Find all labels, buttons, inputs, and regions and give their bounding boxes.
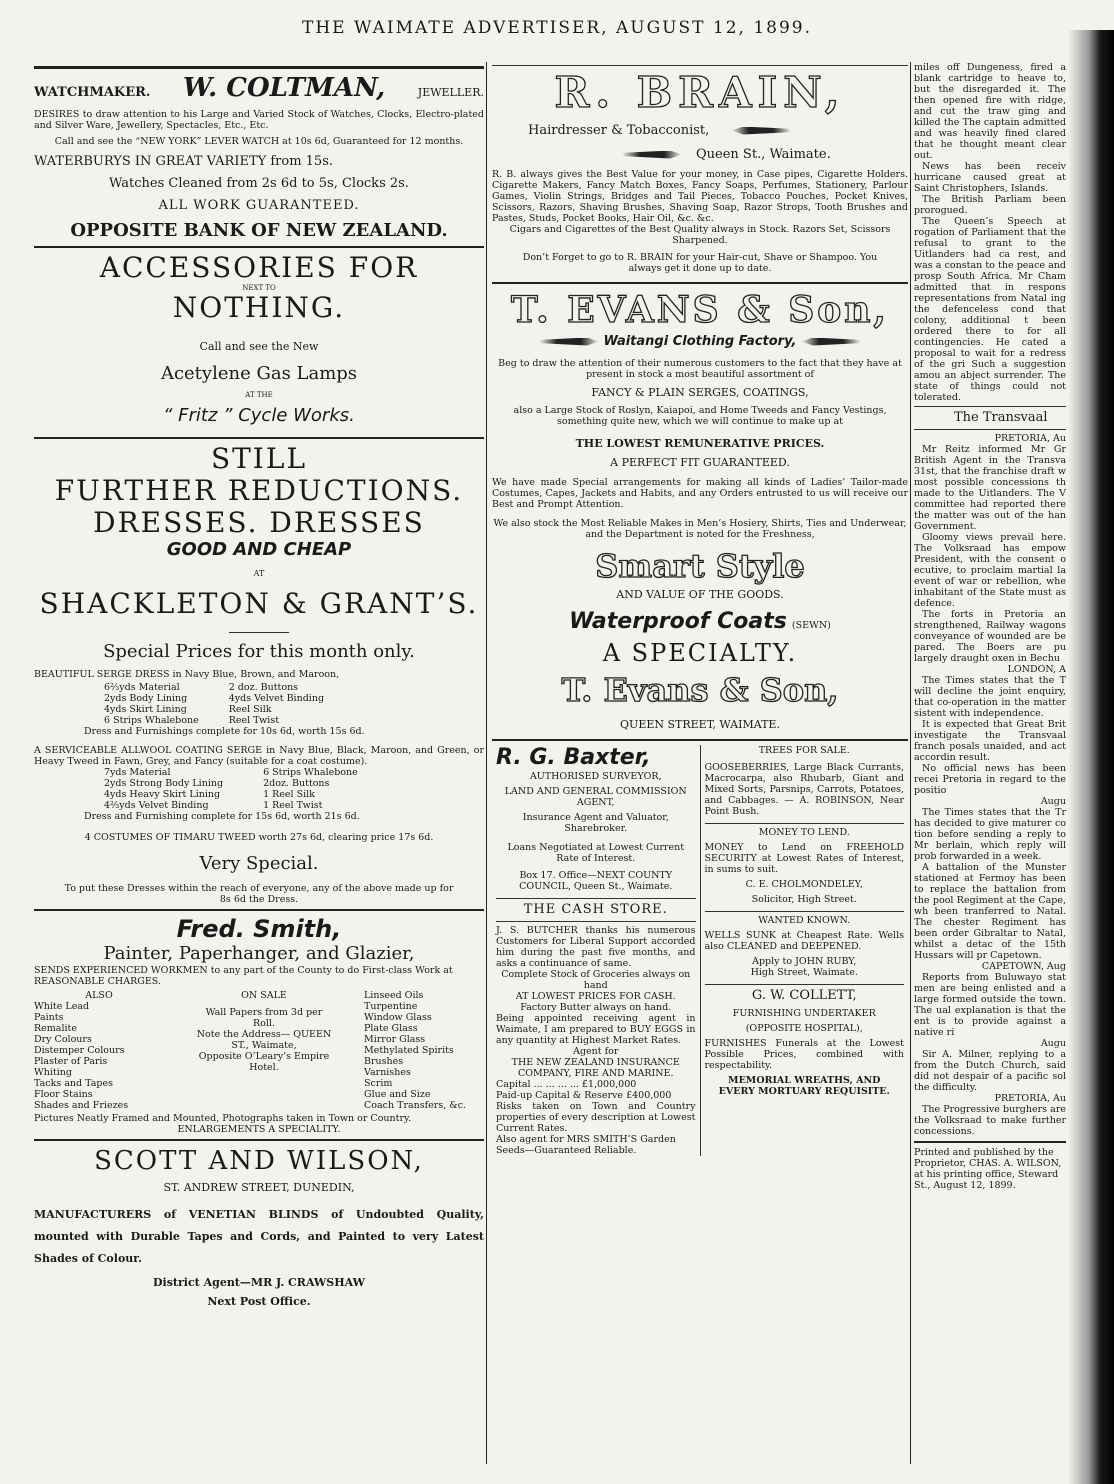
ad-brain — [492, 69, 908, 274]
ad-text: Watches Cleaned from 2s 6d to 5s, Clocks 2s. — [109, 176, 409, 191]
news-paragraph: The Times states that the T will decline the joint enquiry, that co-operation in the matter sistent with independence. — [914, 675, 1066, 719]
ad-text — [492, 609, 908, 634]
ad-text: Special Prices for this month only. — [103, 641, 415, 662]
item-list — [104, 767, 223, 811]
news-paragraph: miles off Dungeness, fired a blank cartridge to heave to, but the disregarded it. The then opened fire with ridge, and cut the traw ging and killed the The captain admitted and was heavily fined clared that he thought meant clear out. — [914, 62, 1066, 161]
ad-text: GOOD AND CHEAP — [166, 539, 352, 560]
ad-text: Sharebroker. — [564, 823, 628, 834]
ad-evans — [492, 288, 908, 731]
list-item: 1 Reel Silk — [263, 789, 315, 800]
ad-text: Agent for — [573, 1046, 619, 1057]
ad-text: MANUFACTURERS of VENETIAN BLINDS of Undoubted Quality, mounted with Durable Tapes and Cords, and Painted to very Latest Shades of Colour. — [34, 1208, 484, 1265]
list-item: Dry Colours — [34, 1034, 92, 1045]
ad-text: Factory Butter always on hand. — [520, 1002, 672, 1013]
news-dateline: Augu — [1040, 796, 1066, 807]
ad-sewn: (SEWN) — [791, 620, 831, 631]
ad-text: AT LOWEST PRICES FOR CASH. — [515, 991, 676, 1002]
ad-text: Paid-up Capital & Reserve £400,000 — [496, 1090, 672, 1101]
flourish-icon — [539, 338, 599, 346]
list-item: Plate Glass — [364, 1023, 418, 1034]
list-item: Whiting — [34, 1067, 72, 1078]
ad-text: Box 17. Office—NEXT COUNTY COUNCIL, Queen St., Waimate. — [519, 870, 673, 892]
ad-text: FANCY & PLAIN SERGES, COATINGS, — [591, 386, 809, 399]
ad-headline: ACCESSORIES FOR — [99, 251, 419, 284]
ad-shackleton — [34, 443, 484, 905]
list-item: 2yds Body Lining — [104, 693, 188, 704]
list-item: Tacks and Tapes — [34, 1078, 113, 1089]
list-item: 4yds Velvet Binding — [228, 693, 325, 704]
ad-headline: G. W. COLLETT, — [751, 988, 857, 1003]
ad-headline: NOTHING. — [172, 291, 346, 324]
list-item: 2 doz. Buttons — [228, 682, 299, 693]
ad-text — [492, 334, 908, 350]
ad-text: R. B. always gives the Best Value for your money, in Case pipes, Cigarette Holders. Cigarette Makers, Fancy Match Boxes, Fancy Soaps, Perfumes, Stationery, Parlour Games, Violin Strings, Bridges and Tail Pieces, Tobacco Pouches, Pocket Knives, Scissors, Razors, Shaving Brushes, Shaving Soap, Razor Strops, Tooth Brushes and Pastes, Studs, Pocket Books, Hair Oil, &c. &c. — [492, 169, 908, 224]
ad-collett — [705, 988, 905, 1097]
ad-baxter — [496, 745, 696, 892]
page-binding-shadow — [1068, 30, 1114, 1484]
list-item: Glue and Size — [364, 1089, 431, 1100]
flourish-icon — [801, 338, 861, 346]
ad-text: FURNISHES Funerals at the Lowest Possible Prices, combined with respectability. — [704, 1038, 904, 1071]
news-paragraph: The Queen’s Speech at rogation of Parliament that the refusal to grant to the Uitlanders had ca rest, and was a constan to the peace and prosp South Africa. Mr Cham admitted that in respons representations from Natal ing the defenceless cond that colony, additional t been ordered there to for all contingencies. He cated a proposal to wait for a redress of the gri Such a suggestion amou an abject surrender. The state of things could not tolerated. — [914, 216, 1066, 403]
ad-headline: SHACKLETON & GRANT’S. — [39, 587, 479, 620]
ad-headline: DRESSES. DRESSES — [93, 506, 425, 539]
ad-scott — [34, 1145, 484, 1308]
ad-text: MONEY to Lend on FREEHOLD SECURITY at Lowest Rates of Interest, in sums to suit. — [704, 842, 904, 875]
ad-text: We have made Special arrangements for making all kinds of Ladies’ Tailor-made Costumes, Capes, Jackets and Habits, and any Orders entrusted to us will receive our Best and Prompt Attention. — [492, 477, 908, 510]
ad-headline: SCOTT AND WILSON, — [94, 1146, 424, 1176]
ad-headline: TREES FOR SALE. — [758, 745, 850, 756]
ad-fritz — [34, 252, 484, 427]
news-heading: The Transvaal — [954, 410, 1048, 425]
ad-headline: THE CASH STORE. — [523, 902, 668, 917]
ad-text: Loans Negotiated at Lowest Current Rate of Interest. — [507, 842, 685, 864]
ad-money — [705, 827, 905, 905]
ad-text: We also stock the Most Reliable Makes in Men’s Hosiery, Shirts, Ties and Underwear, and the Department is noted for the Freshness, — [493, 518, 907, 540]
list-item: 6 Strips Whalebone — [104, 715, 199, 726]
list-item: 6⅔yds Material — [104, 682, 180, 693]
ad-text: Painter, Paperhanger, and Glazier, — [103, 943, 415, 964]
ad-text: AND VALUE OF THE GOODS. — [616, 588, 784, 601]
ad-text: Dress and Furnishing complete for 15s 6d, worth 21s 6d. — [84, 811, 360, 822]
list-item: Note the Address— QUEEN ST., Waimate, — [196, 1029, 332, 1051]
ad-text: Call and see the New — [199, 340, 319, 353]
ad-factory: Waitangi Clothing Factory, — [603, 334, 797, 349]
news-dateline: PRETORIA, Au — [994, 1093, 1066, 1104]
list-item: Reel Twist — [228, 715, 280, 726]
imprint: Printed and published by the Proprietor, CHAS. A. WILSON, at his printing office, Steward St., August 12, 1899. — [914, 1147, 1062, 1191]
small-ads — [492, 745, 908, 1156]
ad-text: Also agent for MRS SMITH’S Garden Seeds—Guaranteed Reliable. — [496, 1134, 676, 1156]
ad-headline: WANTED KNOWN. — [758, 915, 851, 926]
news-dateline: Augu — [1040, 1038, 1066, 1049]
ad-text: GOOSEBERRIES, Large Black Currants, Macrocarpa, also Rhubarb, Giant and Mixed Sorts, Parsnips, Carrots, Potatoes, and Cabbages. — A. ROBINSON, Near Point Bush. — [704, 762, 904, 817]
ad-text: THE NEW ZEALAND INSURANCE COMPANY, FIRE AND MARINE. — [511, 1057, 680, 1079]
ad-text: OPPOSITE BANK OF NEW ZEALAND. — [70, 220, 448, 241]
ad-text: C. E. CHOLMONDELEY, — [745, 879, 863, 890]
item-list — [229, 682, 324, 726]
ad-text: Capital ... ... ... ... £1,000,000 — [496, 1079, 637, 1090]
list-item: 6 Strips Whalebone — [263, 767, 358, 778]
list-item: 7yds Material — [104, 767, 171, 778]
list-item: Varnishes — [364, 1067, 411, 1078]
news-paragraph: A battalion of the Munster stationed at Fermoy has been to replace the battalion from the pool Regiment at the Cape, wh been tranferred to Natal. The chester Regiment has been order Gibraltar to Natal, whilst a detac of the 15th Hussars will pr Capetown. — [914, 862, 1066, 961]
list-item: Wall Papers from 3d per Roll. — [205, 1007, 323, 1029]
ad-text: NEXT TO — [242, 284, 276, 292]
news-paragraph: The Progressive burghers are the Volksraad to make further concessions. — [914, 1104, 1066, 1137]
list-item: White Lead — [34, 1001, 90, 1012]
news-paragraph: Sir A. Milner, replying to a from the Dutch Church, said did not despair of a pacific sol the difficulty. — [914, 1049, 1066, 1093]
ad-text: ALSO — [85, 990, 113, 1001]
item-list — [104, 682, 199, 726]
ad-text: Being appointed receiving agent in Waimate, I am prepared to BUY EGGS in any quantity at Highest Market Rates. — [496, 1013, 696, 1046]
ad-text: ALL WORK GUARANTEED. — [158, 198, 360, 213]
ad-text: Acetylene Gas Lamps — [160, 363, 358, 384]
ad-headline: FURTHER REDUCTIONS. — [54, 474, 464, 507]
ad-name: T. EVANS & Son, — [511, 289, 889, 331]
ad-text: AT — [253, 569, 265, 578]
ad-text: ON SALE — [241, 990, 287, 1001]
ad-text: Beg to draw the attention of their numerous customers to the fact that they have at present in stock a most beautiful assortment of — [498, 358, 902, 380]
item-list — [263, 767, 358, 811]
ad-name: W. COLTMAN, — [183, 73, 386, 103]
news-dateline: LONDON, A — [1007, 664, 1066, 675]
ad-text: Call and see the “NEW YORK” LEVER WATCH at 10s 6d, Guaranteed for 12 months. — [54, 136, 464, 147]
list-item: Methylated Spirits — [364, 1045, 454, 1056]
ad-text: WATERBURYS IN GREAT VARIETY from 15s. — [34, 154, 333, 169]
ad-text: High Street, Waimate. — [750, 967, 858, 978]
list-item: 4⅔yds Velvet Binding — [104, 800, 209, 811]
flourish-icon — [731, 127, 791, 135]
list-item: 2yds Strong Body Lining — [104, 778, 224, 789]
ad-text: Very Special. — [199, 853, 319, 874]
ad-headline: MONEY TO LEND. — [758, 827, 850, 838]
ad-text — [492, 123, 908, 139]
ad-text: EVERY MORTUARY REQUISITE. — [718, 1086, 890, 1097]
ad-text: A SERVICEABLE ALLWOOL COATING SERGE in Navy Blue, Black, Maroon, and Green, or Heavy Tweed in Fawn, Grey, and Fancy (suitable for a coat costume). — [34, 745, 484, 767]
ad-text: THE LOWEST REMUNERATIVE PRICES. — [575, 437, 825, 450]
list-item: Distemper Colours — [34, 1045, 125, 1056]
ad-trade: Hairdresser & Tobacconist, — [528, 123, 710, 138]
ad-text — [492, 147, 908, 163]
list-item: Floor Stains — [34, 1089, 93, 1100]
ad-text: LAND AND GENERAL COMMISSION AGENT, — [504, 786, 687, 808]
list-item: Shades and Friezes — [34, 1100, 129, 1111]
column-rule — [486, 62, 487, 1464]
news-dateline: PRETORIA, Au — [994, 433, 1066, 444]
ad-coltman — [34, 73, 484, 242]
ad-wanted — [705, 915, 905, 978]
news-paragraph: The British Parliam been prorogued. — [914, 194, 1066, 216]
ad-text: SENDS EXPERIENCED WORKMEN to any part of the County to do First-class Work at REASONABLE CHARGES. — [34, 965, 453, 987]
ad-text: BEAUTIFUL SERGE DRESS in Navy Blue, Brown, and Maroon, — [34, 669, 340, 680]
ad-text: “ Fritz ” Cycle Works. — [163, 405, 355, 426]
ad-headline: Smart Style — [595, 547, 805, 585]
ad-text: AUTHORISED SURVEYOR, — [529, 771, 662, 782]
list-item: Paints — [34, 1012, 64, 1023]
ad-text: Next Post Office. — [207, 1295, 311, 1308]
ad-name: R. G. Baxter, — [496, 745, 651, 770]
ad-text: Cigars and Cigarettes of the Best Quality always in Stock. Razors Set, Scissors Sharpened. — [509, 224, 891, 246]
list-item: Linseed Oils — [364, 990, 424, 1001]
ad-text: ENLARGEMENTS A SPECIALITY. — [177, 1124, 341, 1135]
ad-smith — [34, 915, 484, 1135]
column-left — [34, 62, 484, 1474]
list-item: 2doz. Buttons — [263, 778, 330, 789]
news-paragraph: The Times states that the Tr has decided to give maturer co tion before sending a reply to Mr berlain, which reply will prob forwarded in a week. — [914, 807, 1066, 862]
news-paragraph: Gloomy views prevail here. The Volksraad has empow President, with the consent o ecutive, to proclaim martial la event of war or rebellion, whe inhabitant of the State must as defence. — [914, 532, 1066, 609]
ad-trees — [705, 745, 905, 817]
ad-text: 4 COSTUMES OF TIMARU TWEED worth 27s 6d, clearing price 17s 6d. — [84, 832, 434, 843]
ad-text: Don’t Forget to go to R. BRAIN for your Hair-cut, Shave or Shampoo. You always get it done up to date. — [522, 252, 878, 274]
ad-name: R. BRAIN, — [554, 68, 846, 117]
ad-text: ST. ANDREW STREET, DUNEDIN, — [163, 1181, 355, 1194]
ad-text: District Agent—MR J. CRAWSHAW — [153, 1276, 365, 1289]
item-list — [194, 1007, 334, 1073]
news-paragraph: Mr Reitz informed Mr Gr British Agent in the Transva 31st, that the franchise draft w most possible concessions th made to the Uitlanders. The V committee had reported there the matter was out of the han Government. — [914, 444, 1066, 532]
news-paragraph: Reports from Buluwayo stat men are being enlisted and a large formed outside the town. The ual explanation is that the ent is to provide against a native ri — [914, 972, 1066, 1038]
masthead-title: THE WAIMATE ADVERTISER, AUGUST 12, 1899. — [301, 18, 813, 38]
flourish-icon — [622, 151, 682, 159]
ad-coats: Waterproof Coats — [569, 609, 787, 634]
ad-headline: A SPECIALTY. — [602, 639, 798, 667]
ad-text: Complete Stock of Groceries always on hand — [501, 969, 691, 991]
ad-text: AT THE — [245, 391, 273, 399]
ad-text: FURNISHING UNDERTAKER — [732, 1008, 876, 1019]
ad-headline: T. Evans & Son, — [561, 671, 839, 709]
list-item: Reel Silk — [228, 704, 272, 715]
news-dateline: CAPETOWN, Aug — [981, 961, 1066, 972]
column-middle — [492, 62, 908, 1474]
news-paragraph: News has been receiv hurricane caused great at Saint Christophers, Islands. — [914, 161, 1066, 194]
ad-text: Pictures Neatly Framed and Mounted, Photographs taken in Town or Country. — [34, 1113, 412, 1124]
list-item: Coach Transfers, &c. — [364, 1100, 467, 1111]
ad-headline: STILL — [210, 442, 308, 475]
ad-text: Risks taken on Town and Country properties of every description at Lowest Current Rates. — [496, 1101, 696, 1134]
ad-cash-store — [496, 902, 696, 1156]
ad-name: Fred. Smith, — [176, 915, 342, 943]
ad-text: (OPPOSITE HOSPITAL), — [745, 1023, 863, 1034]
news-paragraph: No official news has been recei Pretoria in regard to the positio — [914, 763, 1066, 796]
ad-text: QUEEN STREET, WAIMATE. — [620, 718, 780, 731]
news-paragraph: It is expected that Great Brit investigate the Transvaal franch posals unaided, and act accordin result. — [914, 719, 1066, 763]
ad-street: Queen St., Waimate. — [696, 147, 831, 162]
ad-text: Insurance Agent and Valuator, — [522, 812, 669, 823]
list-item: Window Glass — [364, 1012, 432, 1023]
list-item: Turpentine — [364, 1001, 418, 1012]
list-item: Mirror Glass — [364, 1034, 426, 1045]
ad-text: also a Large Stock of Roslyn, Kaiapoi, and Home Tweeds and Fancy Vestings, something quite new, which we will continue to make up at — [513, 405, 887, 427]
list-item: 4yds Heavy Skirt Lining — [104, 789, 221, 800]
ad-text: Dress and Furnishings complete for 10s 6d, worth 15s 6d. — [84, 726, 365, 737]
ad-text: Apply to JOHN RUBY, — [752, 956, 857, 967]
list-item: Brushes — [364, 1056, 404, 1067]
news-paragraph: The forts in Pretoria an strengthened, Railway wagons conveyance of wounded are be pared. The Boers are pu largely draught oxen in Bechu — [914, 609, 1066, 664]
ad-prefix: WATCHMAKER. — [34, 85, 151, 100]
item-list — [364, 990, 484, 1111]
list-item: 1 Reel Twist — [263, 800, 323, 811]
item-list — [34, 1001, 164, 1111]
ad-text: MEMORIAL WREATHS, AND — [728, 1075, 881, 1086]
column-news — [914, 62, 1066, 1474]
list-item: 4yds Skirt Lining — [104, 704, 187, 715]
ad-text: WELLS SUNK at Cheapest Rate. Wells also CLEANED and DEEPENED. — [704, 930, 904, 952]
list-item: Scrim — [364, 1078, 393, 1089]
ad-text: Solicitor, High Street. — [751, 894, 857, 905]
ad-text: To put these Dresses within the reach of everyone, any of the above made up for 8s 6d the Dress. — [64, 883, 454, 905]
list-item: Opposite O’Leary’s Empire Hotel. — [198, 1051, 330, 1073]
ad-text: A PERFECT FIT GUARANTEED. — [610, 456, 790, 469]
column-rule — [910, 62, 911, 1464]
ad-suffix: JEWELLER. — [417, 86, 484, 99]
ad-text: DESIRES to draw attention to his Large and Varied Stock of Watches, Clocks, Electro-plated and Silver Ware, Jewellery, Spectacles, Etc., Etc. — [34, 109, 484, 131]
list-item: Plaster of Paris — [34, 1056, 108, 1067]
list-item: Remalite — [34, 1023, 77, 1034]
ad-text: J. S. BUTCHER thanks his numerous Customers for Liberal Support accorded him during the past five months, and asks a continuance of same. — [496, 925, 696, 969]
